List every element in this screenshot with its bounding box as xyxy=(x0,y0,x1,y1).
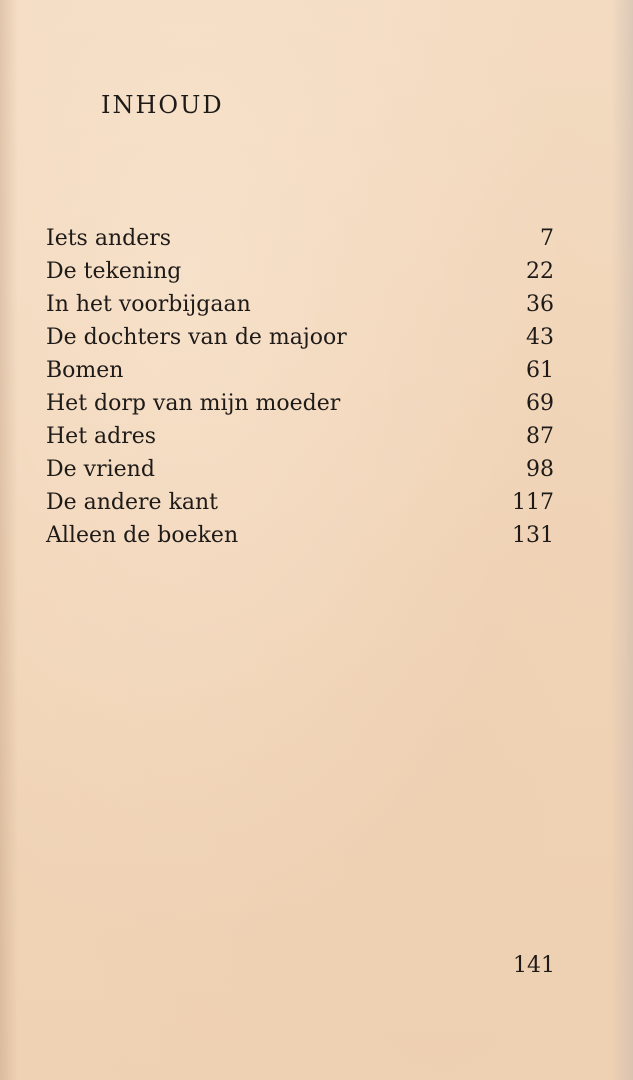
toc-entry xyxy=(46,222,554,255)
toc-entry-title: Iets anders xyxy=(46,226,172,251)
toc-entry-page-number: 131 xyxy=(512,523,554,548)
toc-entry-page-number: 98 xyxy=(526,457,554,482)
toc-entry xyxy=(46,453,554,486)
toc-entry-page-number: 117 xyxy=(512,490,554,515)
toc-entry-page-number: 36 xyxy=(526,292,554,317)
toc-entry xyxy=(46,387,554,420)
toc-entry-page-number: 7 xyxy=(540,226,554,251)
toc-entry-title: De vriend xyxy=(46,457,155,482)
toc-entry-title: Het adres xyxy=(46,424,157,449)
toc-entry-title: In het voorbijgaan xyxy=(46,292,251,317)
toc-entry-title: Bomen xyxy=(46,358,124,383)
toc-entry-page-number: 43 xyxy=(526,325,554,350)
page-edge-shadow xyxy=(611,0,633,1080)
toc-entry-title: Alleen de boeken xyxy=(46,523,239,548)
toc-entry-page-number: 69 xyxy=(526,391,554,416)
toc-entry-page-number: 22 xyxy=(526,259,554,284)
page-gutter-shadow xyxy=(0,0,18,1080)
toc-entry-page-number: 61 xyxy=(526,358,554,383)
toc-entry xyxy=(46,420,554,453)
toc-entry xyxy=(46,519,554,552)
page-number: 141 xyxy=(513,953,555,978)
table-of-contents xyxy=(46,222,554,552)
toc-entry xyxy=(46,354,554,387)
toc-entry xyxy=(46,486,554,519)
toc-entry-title: De dochters van de majoor xyxy=(46,325,347,350)
toc-entry xyxy=(46,255,554,288)
toc-entry xyxy=(46,321,554,354)
toc-entry-page-number: 87 xyxy=(526,424,554,449)
toc-entry-title: De tekening xyxy=(46,259,182,284)
toc-entry-title: De andere kant xyxy=(46,490,219,515)
toc-entry-title: Het dorp van mijn moeder xyxy=(46,391,341,416)
page-heading: INHOUD xyxy=(101,91,224,119)
toc-entry xyxy=(46,288,554,321)
